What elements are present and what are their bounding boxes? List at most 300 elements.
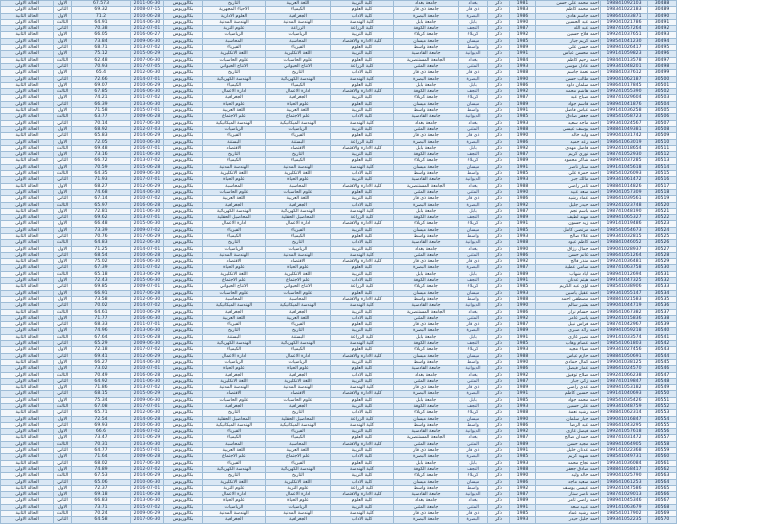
cell-gender[interactable]: ذكر [488, 479, 510, 485]
cell-seq[interactable]: 30502 [648, 89, 677, 95]
cell-seq[interactable]: 30554 [648, 416, 677, 422]
cell-department[interactable]: الجغرافية [266, 202, 331, 208]
cell-rank[interactable]: الاول [54, 366, 72, 372]
cell-university[interactable]: جامعة المثنى [394, 63, 459, 69]
cell-rank[interactable]: الثالث [54, 202, 72, 208]
cell-province[interactable]: ميسان [459, 164, 488, 170]
cell-national-id[interactable]: 198741042967 [601, 322, 648, 328]
cell-rank[interactable]: الثاني [54, 378, 72, 384]
cell-status[interactable]: الحالة الاولى [1, 290, 54, 296]
cell-college[interactable]: كلية العلوم [331, 460, 394, 466]
cell-seq[interactable]: 30557 [648, 435, 677, 441]
cell-university[interactable]: جامعة البصرة [394, 202, 459, 208]
cell-rank[interactable]: الثاني [54, 517, 72, 523]
cell-status[interactable]: الحالة الاولى [1, 492, 54, 498]
cell-grad-date[interactable]: 2011-06-30 [131, 1, 164, 7]
cell-name[interactable]: احمد هاشم محمد [536, 89, 601, 95]
cell-name[interactable]: احمد لؤي عبد الكريم [536, 284, 601, 290]
cell-year[interactable]: 1987 [510, 322, 536, 328]
cell-seq[interactable]: 30550 [648, 391, 677, 397]
cell-status[interactable]: الحالة الثانية [1, 158, 54, 164]
cell-name[interactable]: احمد حمدان صالح [536, 435, 601, 441]
cell-specialization[interactable]: علوم الحاسبات [203, 57, 266, 63]
cell-gpa[interactable]: 68.71 [72, 45, 131, 51]
cell-status[interactable]: الحالة الاولى [1, 215, 54, 221]
cell-department[interactable]: علوم الحاسبات [266, 290, 331, 296]
cell-province[interactable]: بابل [459, 19, 488, 25]
cell-degree[interactable]: بكالوريوس [164, 460, 203, 466]
cell-year[interactable]: 1988 [510, 240, 536, 246]
cell-name[interactable]: احمد ضياء مجيد [536, 347, 601, 353]
cell-degree[interactable]: بكالوريوس [164, 246, 203, 252]
cell-name[interactable]: احمد سعد عبيد [536, 189, 601, 195]
cell-gender[interactable]: ذكر [488, 183, 510, 189]
cell-status[interactable]: الحالة الاولى [1, 189, 54, 195]
cell-department[interactable]: المحاصيل الحقلية [266, 416, 331, 422]
cell-gpa[interactable]: 71.58 [72, 108, 131, 114]
cell-year[interactable]: 1992 [510, 32, 536, 38]
cell-university[interactable]: جامعة القادسية [394, 303, 459, 309]
cell-specialization[interactable]: الهندسة الميكانيكية [203, 422, 266, 428]
cell-degree[interactable]: بكالوريوس [164, 177, 203, 183]
cell-degree[interactable]: بكالوريوس [164, 126, 203, 132]
cell-status[interactable]: الحالة الثانية [1, 460, 54, 466]
cell-name[interactable]: احمد سلمان داود [536, 82, 601, 88]
cell-grad-date[interactable]: 2016-06-30 [131, 89, 164, 95]
cell-college[interactable]: كلية التربية [331, 378, 394, 384]
cell-national-id[interactable]: 199041057309 [601, 189, 648, 195]
cell-university[interactable]: جامعة واسط [394, 233, 459, 239]
cell-specialization[interactable]: العلوم الادارية [203, 13, 266, 19]
cell-college[interactable]: كلية الزراعة [331, 284, 394, 290]
cell-degree[interactable]: بكالوريوس [164, 63, 203, 69]
cell-specialization[interactable]: الفيزياء [203, 45, 266, 51]
cell-department[interactable]: الهندسة الميكانيكية [266, 303, 331, 309]
cell-grad-date[interactable]: 2010-06-28 [131, 13, 164, 19]
cell-province[interactable]: واسط [459, 171, 488, 177]
cell-province[interactable]: المثنى [459, 504, 488, 510]
cell-university[interactable]: جامعة بغداد [394, 246, 459, 252]
cell-national-id[interactable]: 199041062187 [601, 76, 648, 82]
cell-university[interactable]: جامعة القادسية [394, 429, 459, 435]
cell-grad-date[interactable]: 2016-06-28 [131, 202, 164, 208]
cell-seq[interactable]: 30547 [648, 372, 677, 378]
cell-college[interactable]: كلية الهندسة [331, 19, 394, 25]
cell-name[interactable]: احمد ياسر عامر [536, 315, 601, 321]
cell-degree[interactable]: بكالوريوس [164, 208, 203, 214]
cell-college[interactable]: كلية الهندسة [331, 164, 394, 170]
cell-gender[interactable]: ذكر [488, 416, 510, 422]
cell-seq[interactable]: 30525 [648, 233, 677, 239]
cell-department[interactable]: اللغة العربية [266, 315, 331, 321]
cell-university[interactable]: جامعة بابل [394, 397, 459, 403]
cell-status[interactable]: الحالة الاولى [1, 271, 54, 277]
cell-name[interactable]: احمد عدنان خليل [536, 448, 601, 454]
cell-name[interactable]: احمد عماد رشيد [536, 196, 601, 202]
cell-university[interactable]: جامعة المثنى [394, 441, 459, 447]
cell-rank[interactable]: الاول [54, 278, 72, 284]
cell-year[interactable]: 1987 [510, 265, 536, 271]
cell-degree[interactable]: بكالوريوس [164, 152, 203, 158]
cell-name[interactable]: احمد هيثم عدنان [536, 278, 601, 284]
cell-national-id[interactable]: 198641061253 [601, 479, 648, 485]
cell-university[interactable]: جامعة المثنى [394, 378, 459, 384]
cell-department[interactable]: علوم الحياة [266, 366, 331, 372]
cell-gender[interactable]: ذكر [488, 32, 510, 38]
cell-specialization[interactable]: اللغة العربية [203, 108, 266, 114]
cell-province[interactable]: الديوانية [459, 177, 488, 183]
cell-status[interactable]: الحالة الاولى [1, 101, 54, 107]
cell-university[interactable]: جامعة ميسان [394, 290, 459, 296]
cell-seq[interactable]: 30495 [648, 45, 677, 51]
cell-seq[interactable]: 30504 [648, 101, 677, 107]
cell-gender[interactable]: ذكر [488, 101, 510, 107]
cell-status[interactable]: الحالة الثانية [1, 284, 54, 290]
cell-gender[interactable]: ذكر [488, 473, 510, 479]
cell-rank[interactable]: الاول [54, 221, 72, 227]
cell-grad-date[interactable]: 2015-06-28 [131, 164, 164, 170]
cell-gender[interactable]: ذكر [488, 466, 510, 472]
cell-gpa[interactable]: 70.38 [72, 26, 131, 32]
cell-seq[interactable]: 30500 [648, 76, 677, 82]
cell-gpa[interactable]: 70.02 [72, 303, 131, 309]
cell-year[interactable]: 1988 [510, 296, 536, 302]
cell-status[interactable]: الحالة الاولى [1, 391, 54, 397]
cell-gender[interactable]: ذكر [488, 303, 510, 309]
cell-degree[interactable]: بكالوريوس [164, 448, 203, 454]
cell-gpa[interactable]: 64.91 [72, 19, 131, 25]
cell-seq[interactable]: 30533 [648, 284, 677, 290]
cell-province[interactable]: كربلاء [459, 347, 488, 353]
cell-college[interactable]: كلية العلوم [331, 133, 394, 139]
cell-national-id[interactable]: 198541049731 [601, 454, 648, 460]
cell-degree[interactable]: بكالوريوس [164, 114, 203, 120]
cell-gpa[interactable]: 72.43 [72, 278, 131, 284]
cell-gpa[interactable]: 72.66 [72, 76, 131, 82]
cell-grad-date[interactable]: 2010-06-30 [131, 139, 164, 145]
cell-national-id[interactable]: 198941053182 [601, 385, 648, 391]
cell-status[interactable]: الحالة الاولى [1, 63, 54, 69]
cell-status[interactable]: الحالة الثانية [1, 385, 54, 391]
cell-college[interactable]: كلية العلوم [331, 322, 394, 328]
cell-province[interactable]: الديوانية [459, 366, 488, 372]
cell-department[interactable]: الهندسة الكهربائية [266, 466, 331, 472]
cell-university[interactable]: جامعة ميسان [394, 38, 459, 44]
cell-college[interactable]: كلية التربية [331, 1, 394, 7]
cell-rank[interactable]: الثاني [54, 410, 72, 416]
cell-province[interactable]: ذي قار [459, 70, 488, 76]
cell-seq[interactable]: 30531 [648, 271, 677, 277]
cell-university[interactable]: جامعة البصرة [394, 391, 459, 397]
cell-national-id[interactable]: 198641024570 [601, 366, 648, 372]
cell-national-id[interactable]: 199041038125 [601, 359, 648, 365]
cell-status[interactable]: الحالة الاولى [1, 177, 54, 183]
cell-gender[interactable]: ذكر [488, 114, 510, 120]
cell-college[interactable]: كلية الادارة والاقتصاد [331, 296, 394, 302]
cell-college[interactable]: كلية التربية [331, 473, 394, 479]
cell-province[interactable]: كربلاء [459, 410, 488, 416]
cell-department[interactable]: الجغرافية [266, 95, 331, 101]
cell-university[interactable]: جامعة ميسان [394, 164, 459, 170]
cell-seq[interactable]: 30566 [648, 492, 677, 498]
cell-seq[interactable]: 30567 [648, 498, 677, 504]
cell-department[interactable]: التاريخ [266, 410, 331, 416]
cell-gpa[interactable]: 66.39 [72, 101, 131, 107]
cell-status[interactable]: الحالة الثانية [1, 309, 54, 315]
cell-department[interactable]: الفيزياء [266, 227, 331, 233]
cell-grad-date[interactable]: 2011-06-30 [131, 378, 164, 384]
cell-grad-date[interactable]: 2016-06-30 [131, 259, 164, 265]
cell-seq[interactable]: 30488 [648, 1, 677, 7]
cell-specialization[interactable]: الهندسة المدنية [203, 385, 266, 391]
cell-year[interactable]: 1988 [510, 183, 536, 189]
cell-status[interactable]: الحالة الثانية [1, 57, 54, 63]
cell-specialization[interactable]: الهندسة الميكانيكية [203, 120, 266, 126]
cell-university[interactable]: جامعة المثنى [394, 126, 459, 132]
cell-name[interactable]: احمد منذر فالح [536, 259, 601, 265]
cell-province[interactable]: ذي قار [459, 196, 488, 202]
cell-status[interactable]: الحالة الاولى [1, 114, 54, 120]
cell-gpa[interactable]: 75.34 [72, 397, 131, 403]
cell-college[interactable]: كلية الهندسة [331, 385, 394, 391]
cell-degree[interactable]: بكالوريوس [164, 183, 203, 189]
cell-rank[interactable]: الثالث [54, 240, 72, 246]
cell-province[interactable]: ميسان [459, 227, 488, 233]
cell-department[interactable]: الرياضيات [266, 359, 331, 365]
cell-year[interactable]: 1981 [510, 1, 536, 7]
cell-gpa[interactable]: 69.41 [72, 353, 131, 359]
cell-rank[interactable]: الثاني [54, 265, 72, 271]
cell-gender[interactable]: ذكر [488, 353, 510, 359]
cell-seq[interactable]: 30538 [648, 315, 677, 321]
cell-province[interactable]: البصرة [459, 328, 488, 334]
cell-status[interactable]: الحالة الاولى [1, 95, 54, 101]
cell-gpa[interactable]: 73.39 [72, 227, 131, 233]
cell-college[interactable]: كلية الادارة والاقتصاد [331, 391, 394, 397]
cell-province[interactable]: النجف [459, 89, 488, 95]
cell-rank[interactable]: الثالث [54, 334, 72, 340]
cell-university[interactable]: جامعة ميسان [394, 479, 459, 485]
cell-name[interactable]: احمد جليل حيدر [536, 517, 601, 523]
cell-college[interactable]: كلية الزراعة [331, 416, 394, 422]
cell-degree[interactable]: بكالوريوس [164, 70, 203, 76]
cell-grad-date[interactable]: 2014-06-29 [131, 133, 164, 139]
cell-department[interactable]: الجغرافية [266, 309, 331, 315]
cell-grad-date[interactable]: 2010-07-02 [131, 196, 164, 202]
cell-specialization[interactable]: الرياضيات [203, 126, 266, 132]
cell-year[interactable]: 1985 [510, 341, 536, 347]
cell-seq[interactable]: 30570 [648, 517, 677, 523]
cell-university[interactable]: جامعة بغداد [394, 120, 459, 126]
cell-national-id[interactable]: 199341032815 [601, 233, 648, 239]
cell-province[interactable]: الديوانية [459, 492, 488, 498]
cell-gender[interactable]: ذكر [488, 133, 510, 139]
cell-seq[interactable]: 30546 [648, 366, 677, 372]
cell-university[interactable]: جامعة ميسان [394, 101, 459, 107]
cell-rank[interactable]: الاول [54, 126, 72, 132]
cell-gpa[interactable]: 65.29 [72, 341, 131, 347]
cell-university[interactable]: جامعة ذي قار [394, 322, 459, 328]
cell-rank[interactable]: الاول [54, 416, 72, 422]
cell-specialization[interactable]: علوم الحياة [203, 101, 266, 107]
cell-seq[interactable]: 30524 [648, 227, 677, 233]
cell-national-id[interactable]: 199241036481 [601, 259, 648, 265]
cell-grad-date[interactable]: 2017-06-28 [131, 290, 164, 296]
cell-gender[interactable]: ذكر [488, 429, 510, 435]
cell-gpa[interactable]: 66.05 [72, 32, 131, 38]
cell-department[interactable]: المحاصيل الحقلية [266, 215, 331, 221]
cell-seq[interactable]: 30562 [648, 466, 677, 472]
cell-gpa[interactable]: 73.71 [72, 504, 131, 510]
cell-specialization[interactable]: المحاسبة [203, 296, 266, 302]
cell-status[interactable]: الحالة الاولى [1, 45, 54, 51]
cell-college[interactable]: كلية الاداب [331, 171, 394, 177]
cell-year[interactable]: 1988 [510, 410, 536, 416]
cell-province[interactable]: بابل [459, 397, 488, 403]
cell-department[interactable]: اللغة العربية [266, 448, 331, 454]
cell-grad-date[interactable]: 2017-07-01 [131, 404, 164, 410]
cell-department[interactable]: الهندسة الميكانيكية [266, 120, 331, 126]
cell-national-id[interactable]: 198741048190 [601, 208, 648, 214]
cell-name[interactable]: احمد حازم عباس [536, 353, 601, 359]
cell-name[interactable]: احمد باسم نجم [536, 208, 601, 214]
cell-seq[interactable]: 30491 [648, 19, 677, 25]
cell-specialization[interactable]: علوم الحياة [203, 498, 266, 504]
cell-seq[interactable]: 30542 [648, 341, 677, 347]
cell-name[interactable]: احمد قاسم جواد [536, 101, 601, 107]
cell-university[interactable]: جامعة ذي قار [394, 385, 459, 391]
cell-name[interactable]: احمد ناصر ستار [536, 492, 601, 498]
cell-rank[interactable]: الاول [54, 208, 72, 214]
cell-name[interactable]: احمد علاء صالح [536, 233, 601, 239]
cell-department[interactable]: الفيزياء [266, 322, 331, 328]
cell-province[interactable]: ذي قار [459, 133, 488, 139]
cell-college[interactable]: كلية الاداب [331, 240, 394, 246]
cell-department[interactable]: الفيزياء [266, 45, 331, 51]
cell-year[interactable]: 1993 [510, 460, 536, 466]
cell-rank[interactable]: الثاني [54, 460, 72, 466]
cell-university[interactable]: جامعة كربلاء [394, 158, 459, 164]
cell-college[interactable]: كلية التربية [331, 95, 394, 101]
cell-status[interactable]: الحالة الاولى [1, 404, 54, 410]
cell-national-id[interactable]: 199041021786 [601, 19, 648, 25]
cell-university[interactable]: جامعة القادسية [394, 240, 459, 246]
cell-province[interactable]: ميسان [459, 479, 488, 485]
cell-specialization[interactable]: علوم الحاسبات [203, 290, 266, 296]
cell-grad-date[interactable]: 2011-07-02 [131, 95, 164, 101]
cell-degree[interactable]: بكالوريوس [164, 227, 203, 233]
cell-university[interactable]: جامعة بابل [394, 460, 459, 466]
cell-department[interactable]: علم الاجتماع [266, 278, 331, 284]
cell-college[interactable]: كلية الادارة والاقتصاد [331, 353, 394, 359]
cell-province[interactable]: ميسان [459, 416, 488, 422]
cell-rank[interactable]: الثالث [54, 473, 72, 479]
cell-year[interactable]: 1992 [510, 259, 536, 265]
cell-national-id[interactable]: 198541058723 [601, 114, 648, 120]
cell-specialization[interactable]: الكيمياء [203, 82, 266, 88]
cell-year[interactable]: 1992 [510, 485, 536, 491]
cell-status[interactable]: الحالة الاولى [1, 70, 54, 76]
cell-province[interactable]: واسط [459, 422, 488, 428]
cell-rank[interactable]: الثاني [54, 158, 72, 164]
cell-year[interactable]: 1993 [510, 404, 536, 410]
cell-grad-date[interactable]: 2016-06-28 [131, 372, 164, 378]
cell-degree[interactable]: بكالوريوس [164, 372, 203, 378]
cell-grad-date[interactable]: 2010-06-29 [131, 309, 164, 315]
cell-university[interactable]: جامعة ذي قار [394, 70, 459, 76]
cell-status[interactable]: الحالة الثانية [1, 511, 54, 517]
cell-grad-date[interactable]: 2011-06-30 [131, 152, 164, 158]
cell-year[interactable]: 1991 [510, 164, 536, 170]
cell-degree[interactable]: بكالوريوس [164, 334, 203, 340]
cell-college[interactable]: كلية الادارة والاقتصاد [331, 441, 394, 447]
cell-grad-date[interactable]: 2013-07-02 [131, 45, 164, 51]
cell-province[interactable]: كربلاء [459, 32, 488, 38]
cell-status[interactable]: الحالة الاولى [1, 227, 54, 233]
cell-college[interactable]: كلية التربية [331, 246, 394, 252]
cell-grad-date[interactable]: 2011-06-28 [131, 492, 164, 498]
cell-rank[interactable]: الاول [54, 397, 72, 403]
cell-status[interactable]: الحالة الاولى [1, 246, 54, 252]
cell-province[interactable]: كربلاء [459, 284, 488, 290]
cell-department[interactable]: البستنة [266, 139, 331, 145]
cell-seq[interactable]: 30564 [648, 479, 677, 485]
cell-year[interactable]: 1987 [510, 492, 536, 498]
cell-year[interactable]: 1987 [510, 378, 536, 384]
cell-seq[interactable]: 30556 [648, 429, 677, 435]
cell-department[interactable]: التاريخ [266, 70, 331, 76]
cell-seq[interactable]: 30509 [648, 133, 677, 139]
cell-grad-date[interactable]: 2010-06-30 [131, 479, 164, 485]
cell-department[interactable]: اللغة العربية [266, 1, 331, 7]
cell-rank[interactable]: الثالث [54, 57, 72, 63]
cell-grad-date[interactable]: 2015-07-01 [131, 448, 164, 454]
cell-degree[interactable]: بكالوريوس [164, 504, 203, 510]
cell-gender[interactable]: ذكر [488, 246, 510, 252]
cell-gpa[interactable]: 65.4 [72, 70, 131, 76]
cell-province[interactable]: المثنى [459, 252, 488, 258]
cell-seq[interactable]: 30537 [648, 309, 677, 315]
cell-name[interactable]: احمد اياد شهاب [536, 271, 601, 277]
cell-specialization[interactable]: المحاسبة [203, 183, 266, 189]
cell-specialization[interactable]: البستنة [203, 139, 266, 145]
cell-name[interactable]: احمد كريم جبار [536, 38, 601, 44]
cell-department[interactable]: البستنة [266, 334, 331, 340]
cell-degree[interactable]: بكالوريوس [164, 252, 203, 258]
cell-specialization[interactable]: الرياضيات [203, 504, 266, 510]
cell-rank[interactable]: الثاني [54, 479, 72, 485]
cell-national-id[interactable]: 198941059218 [601, 328, 648, 334]
cell-rank[interactable]: الاول [54, 347, 72, 353]
cell-rank[interactable]: الاول [54, 259, 72, 265]
cell-grad-date[interactable]: 2014-07-02 [131, 303, 164, 309]
cell-department[interactable]: الجغرافية [266, 404, 331, 410]
cell-college[interactable]: كلية العلوم [331, 498, 394, 504]
cell-grad-date[interactable]: 2016-07-01 [131, 145, 164, 151]
cell-department[interactable]: علوم الحاسبات [266, 57, 331, 63]
cell-gender[interactable]: ذكر [488, 240, 510, 246]
cell-rank[interactable]: الثاني [54, 63, 72, 69]
cell-year[interactable]: 1987 [510, 435, 536, 441]
cell-year[interactable]: 1984 [510, 57, 536, 63]
cell-gender[interactable]: ذكر [488, 378, 510, 384]
cell-college[interactable]: كلية العلوم [331, 435, 394, 441]
cell-specialization[interactable]: المحاسبة [203, 441, 266, 447]
cell-degree[interactable]: بكالوريوس [164, 353, 203, 359]
cell-gpa[interactable]: 70.76 [72, 233, 131, 239]
cell-university[interactable]: جامعة ميسان [394, 416, 459, 422]
cell-status[interactable]: الحالة الاولى [1, 441, 54, 447]
